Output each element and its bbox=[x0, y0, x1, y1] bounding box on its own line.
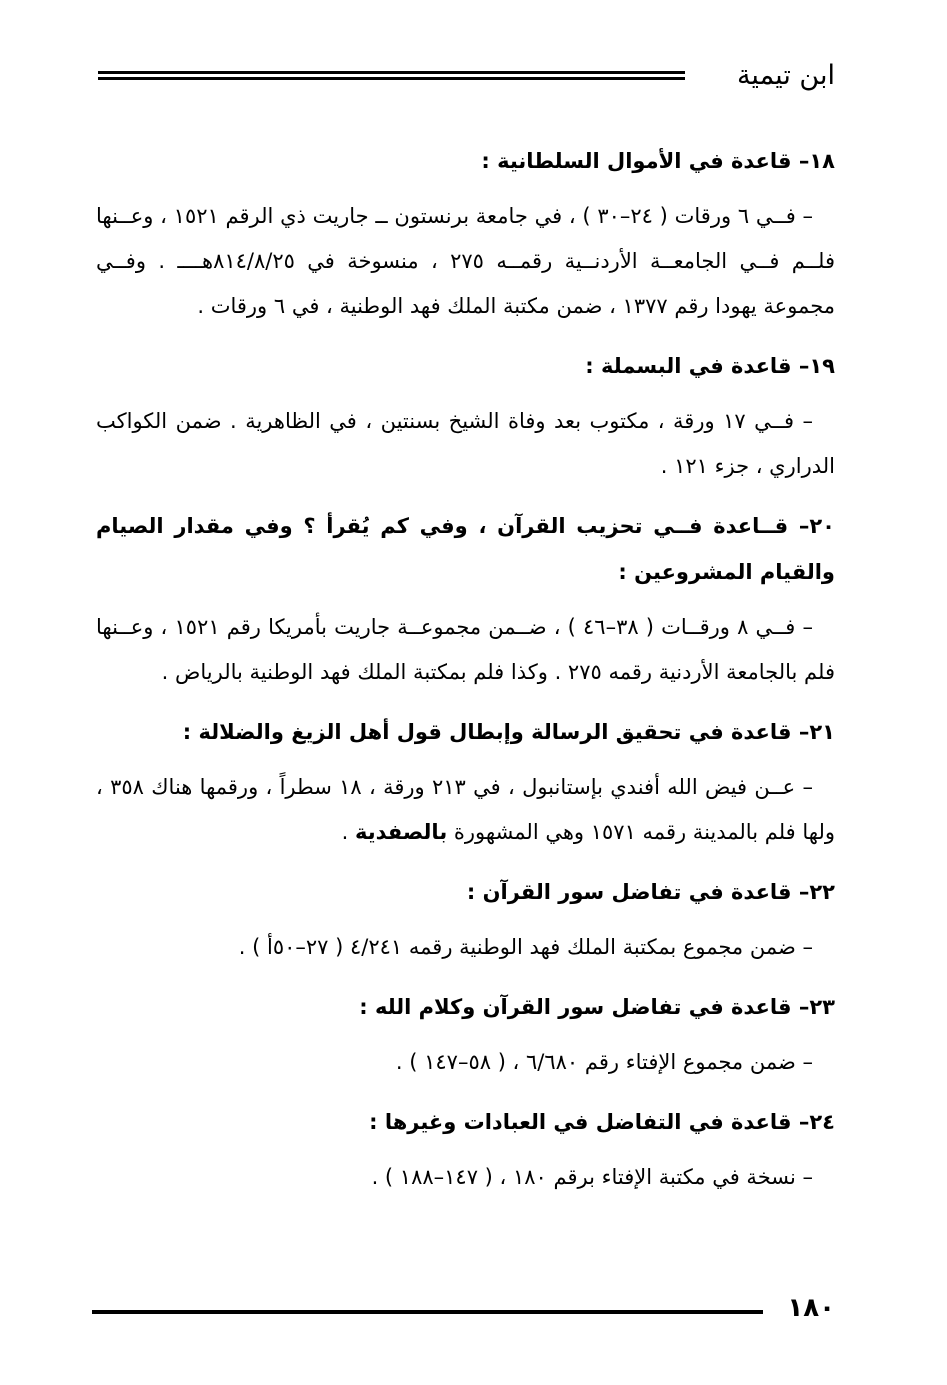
header-rule-line-top bbox=[98, 71, 685, 74]
entry-body bbox=[96, 765, 835, 855]
entry-body-bold-term: بالصفدية bbox=[354, 820, 448, 844]
header-double-rule bbox=[98, 71, 685, 81]
entry-body-text: – ضمن مجموع بمكتبة الملك فهد الوطنية رقمه ٤/٢٤١ ( ٢٧–٥٠أ ) . bbox=[238, 935, 813, 959]
entry-body bbox=[96, 194, 835, 329]
entry-body bbox=[96, 1155, 835, 1200]
entry-title: ٢٣– قاعدة في تفاضل سور القرآن وكلام الله : bbox=[359, 995, 835, 1019]
entry-body-text: – نسخة في مكتبة الإفتاء برقم ١٨٠ ، ( ١٤٧–١٨٨ ) . bbox=[371, 1165, 813, 1189]
entry-body-text: – فــي ٨ ورقــات ( ٣٨–٤٦ ) ، ضــمن مجموعــة جاريت بأمريكا رقم ١٥٢١ ، وعــنها فلم بالجامعة الأردنية رقمه ٢٧٥ . وكذا فلم بمكتبة الملك فهد الوطنية بالرياض . bbox=[96, 615, 835, 684]
entry-23 bbox=[96, 984, 835, 1085]
entry-20 bbox=[96, 503, 835, 695]
page-number: ١٨٠ bbox=[787, 1293, 835, 1323]
running-header bbox=[98, 56, 835, 96]
header-title: ابن تيمية bbox=[736, 60, 835, 91]
footer-rule bbox=[92, 1310, 763, 1314]
entry-title: ٢٢– قاعدة في تفاضل سور القرآن : bbox=[466, 880, 835, 904]
entry-body-text: – عــن فيض الله أفندي بإستانبول ، في ٢١٣ ورقة ، ١٨ سطراً ، ورقمها هناك ٣٥٨ ، ولها فلم بالمدينة رقمه ١٥٧١ وهي المشهورة bbox=[96, 775, 835, 844]
entry-body-text: – فــي ٦ ورقات ( ٢٤–٣٠ ) ، في جامعة برنستون ــ جاريت ذي الرقم ١٥٢١ ، وعــنها فلــم فــي الجامعــة الأردنــية رقمــه ٢٧٥ ، منسوخة في ٨١٤/٨/٢٥هــــ . وفــي مجموعة يهودا رقم ١٣٧٧ ، ضمن مكتبة الملك فهد الوطنية ، في ٦ ورقات . bbox=[96, 204, 835, 318]
entry-18 bbox=[96, 138, 835, 329]
entry-title: ٢١– قاعدة في تحقيق الرسالة وإبطال قول أهل الزيغ والضلالة : bbox=[182, 720, 835, 744]
entry-title: ١٨– قاعدة في الأموال السلطانية : bbox=[481, 149, 835, 173]
entry-body-end: . bbox=[341, 820, 355, 844]
entry-title: ٢٠– قــاعدة فــي تحزيب القرآن ، وفي كم يُقرأ ؟ وفي مقدار الصيام والقيام المشروعين : bbox=[96, 514, 835, 584]
entry-21 bbox=[96, 709, 835, 855]
entry-body bbox=[96, 605, 835, 695]
page-content bbox=[96, 138, 835, 1214]
entry-title: ٢٤– قاعدة في التفاضل في العبادات وغيرها : bbox=[369, 1110, 835, 1134]
entry-24 bbox=[96, 1099, 835, 1200]
page-footer bbox=[92, 1290, 835, 1326]
entry-body-text: – ضمن مجموع الإفتاء رقم ٦/٦٨٠ ، ( ٥٨–١٤٧ ) . bbox=[395, 1050, 813, 1074]
header-rule-line-bottom bbox=[98, 77, 685, 80]
entry-body bbox=[96, 1040, 835, 1085]
entry-19 bbox=[96, 343, 835, 489]
entry-body bbox=[96, 399, 835, 489]
entry-22 bbox=[96, 869, 835, 970]
entry-body-text: – فــي ١٧ ورقة ، مكتوب بعد وفاة الشيخ بسنتين ، في الظاهرية . ضمن الكواكب الدراري ، جزء ١٢١ . bbox=[96, 409, 835, 478]
entry-body bbox=[96, 925, 835, 970]
entry-title: ١٩– قاعدة في البسملة : bbox=[585, 354, 835, 378]
